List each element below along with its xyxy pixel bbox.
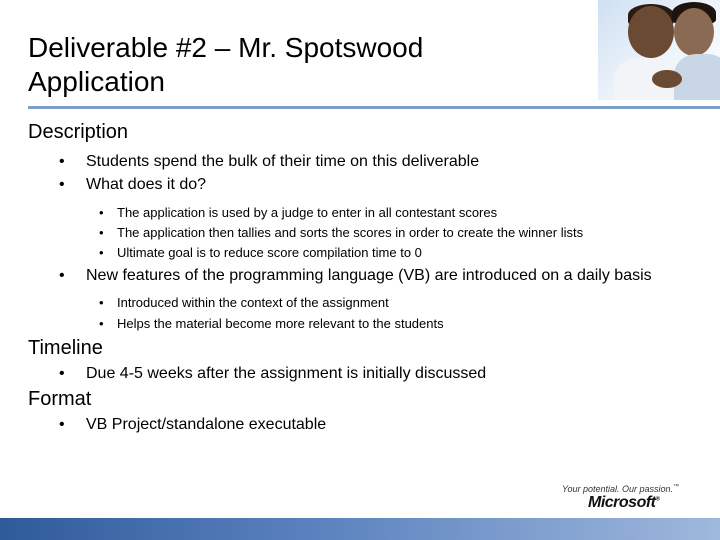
tagline-text: Your potential. Our passion. (562, 484, 674, 494)
sub-bullet-text: Introduced within the context of the assignment (117, 295, 389, 310)
title-line-1: Deliverable #2 – Mr. Spotswood (28, 32, 424, 63)
bullet-text: Due 4-5 weeks after the assignment is initially discussed (86, 365, 487, 382)
logo-text: Microsoft (588, 494, 656, 511)
bullet-text: Students spend the bulk of their time on this deliverable (86, 153, 480, 170)
child-face (674, 8, 714, 56)
bullet-icon: • (59, 267, 65, 284)
sub-bullet-item (28, 225, 688, 241)
bullet-item (28, 266, 688, 285)
bullet-icon: • (59, 416, 65, 433)
sub-bullet-item (28, 245, 688, 261)
sub-bullet-item (28, 316, 688, 332)
footer-band (0, 518, 720, 540)
sub-bullet-item (28, 295, 688, 311)
microsoft-logo (588, 494, 659, 512)
bullet-icon: • (59, 365, 65, 382)
tagline-trademark: ™ (673, 484, 680, 490)
sub-bullet-icon: • (99, 205, 104, 220)
sub-bullet-item (28, 205, 688, 221)
bullet-icon: • (59, 176, 65, 193)
section-heading-timeline: Timeline (28, 337, 103, 359)
sub-bullet-icon: • (99, 295, 104, 310)
sub-bullet-text: The application is used by a judge to enter in all contestant scores (117, 205, 498, 220)
sub-bullet-icon: • (99, 225, 104, 240)
section-heading-format: Format (28, 388, 92, 410)
sub-bullet-icon: • (99, 316, 104, 331)
title-line-2: Application (28, 66, 165, 97)
bullet-item (28, 415, 688, 434)
brand-tagline (562, 484, 679, 494)
bullet-text: What does it do? (86, 176, 207, 193)
title-divider (28, 106, 720, 109)
bullet-text: VB Project/standalone executable (86, 416, 327, 433)
sub-bullet-text: Ultimate goal is to reduce score compilation time to 0 (117, 245, 422, 260)
sub-bullet-text: The application then tallies and sorts the scores in order to create the winner lists (117, 225, 584, 240)
bullet-item (28, 364, 688, 383)
slide-body (28, 120, 688, 434)
bullet-icon: • (59, 153, 65, 170)
bullet-text: New features of the programming language (VB) are introduced on a daily basis (86, 267, 652, 284)
header-photo (598, 0, 720, 100)
bullet-item (28, 152, 688, 171)
bullet-item (28, 175, 688, 194)
sub-bullet-text: Helps the material become more relevant to the students (117, 316, 444, 331)
child-hand (652, 70, 682, 88)
child-face (628, 6, 674, 58)
section-heading-description: Description (28, 121, 129, 143)
sub-bullet-icon: • (99, 245, 104, 260)
logo-registered: ® (655, 496, 660, 503)
slide-title (28, 31, 588, 99)
